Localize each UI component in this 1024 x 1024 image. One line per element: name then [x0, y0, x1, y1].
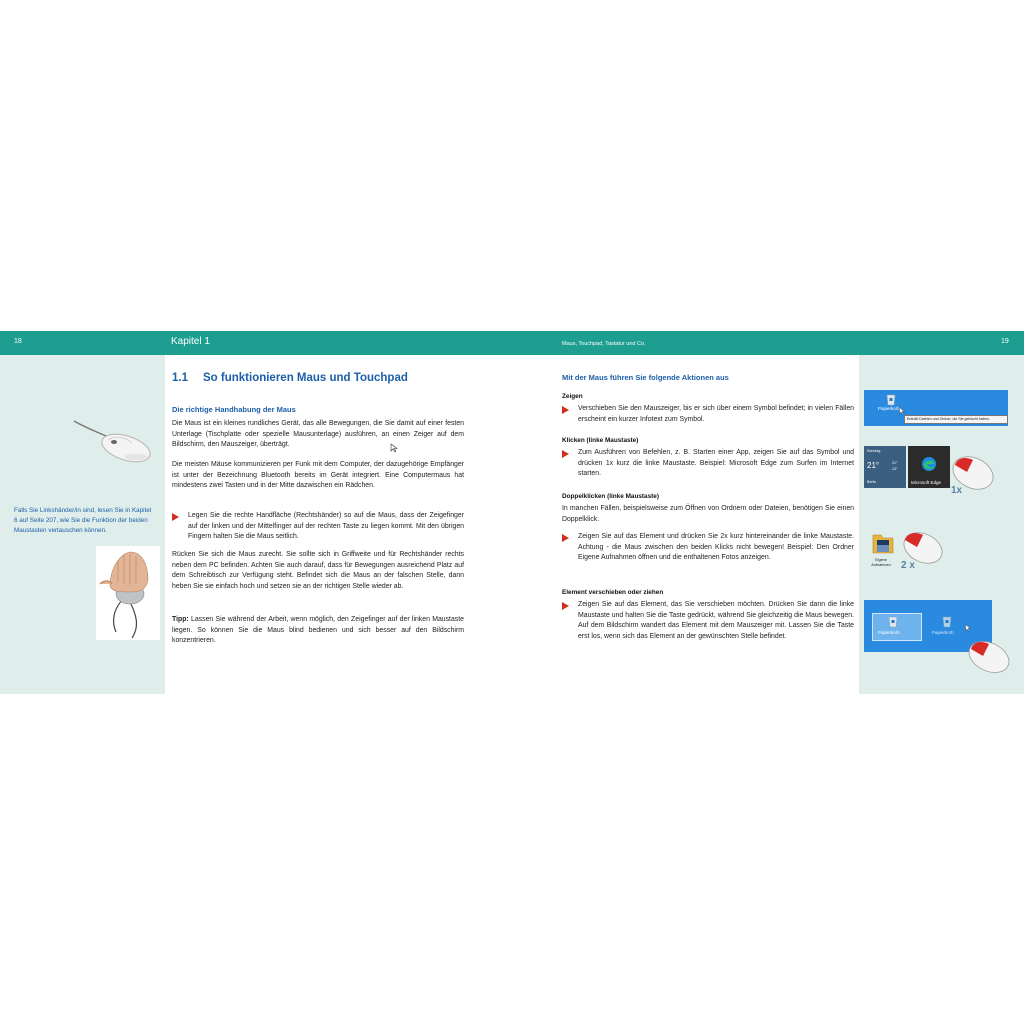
- edge-tile: [908, 446, 950, 488]
- section-number: 1.1: [172, 372, 188, 384]
- left-margin-note: Falls Sie Linkshänder/in sind, lesen Sie in Kapitel 6 auf Seite 207, wie Sie die Funktion der beiden Maustasten vertauschen können.: [14, 507, 152, 534]
- mouse-drag-icon: [964, 636, 1014, 676]
- page-header-bar: [0, 331, 1024, 355]
- subheading-handhabung: Die richtige Handhabung der Maus: [172, 405, 296, 414]
- mouse-pointer-icon: [390, 443, 398, 453]
- weather-low: 13°: [892, 467, 898, 471]
- section-heading: [172, 372, 408, 384]
- click-count-2x: 2 x: [901, 560, 915, 571]
- ziehen-title: Element verschieben oder ziehen: [562, 589, 664, 596]
- mouse-pointer-icon: [899, 407, 905, 415]
- book-spread: [0, 331, 1024, 694]
- bullet-arrow-icon: [562, 406, 569, 414]
- bullet-arrow-icon: [562, 450, 569, 458]
- edge-label: Microsoft Edge: [911, 480, 942, 485]
- zeigen-text: Verschieben Sie den Mauszeiger, bis er sich über einem Symbol befindet; in vielen Fällen erscheint ein kurzer Infotext zum Symbol.: [578, 405, 854, 423]
- left-margin: [0, 355, 165, 694]
- bullet-arrow-icon: [562, 534, 569, 542]
- recycle-bin-label: Papierkorb: [878, 406, 900, 411]
- weather-city: Berlin: [867, 480, 877, 484]
- doppelklicken-text: Zeigen Sie auf das Element und drücken Sie 2x kurz hintereinander die linke Maustaste. Achtung - die Maus zwischen den beiden Klicks nicht bewegen! Beispiel: Den Ordner Eigene Aufnahmen öffnen und die enthaltenen Fotos anzeigen.: [578, 533, 854, 561]
- tip-label: Tipp:: [172, 616, 189, 623]
- page-number-right: 19: [1001, 338, 1009, 345]
- weather-day: Sonntag: [867, 449, 881, 453]
- right-margin: [859, 355, 1024, 694]
- klicken-title: Klicken (linke Maustaste): [562, 437, 639, 444]
- weather-high: 21°: [892, 461, 898, 465]
- computer-mouse-image: [70, 417, 155, 467]
- paragraph-1: Die Maus ist ein kleines rundliches Gerät, das alle Bewegungen, die Sie damit auf einer festen Unterlage (Tischplatte oder spezielle Mausunterlage) ausführen, an einen Zeiger auf dem Bildschirm, den Mauszeiger, überträgt.: [172, 420, 464, 448]
- tip-text: Lassen Sie während der Arbeit, wenn möglich, den Zeigefinger auf der linken Maustaste liegen. So können Sie die Maus blind bedienen und sich besser auf den Bildschirm konzentrieren.: [172, 616, 464, 644]
- drag-ghost-label: Papierkorb: [932, 630, 954, 635]
- folder-label: Eigene Aufnahmen: [871, 558, 891, 567]
- bullet-1-text: Legen Sie die rechte Handfläche (Rechtshänder) so auf die Maus, dass der Zeigefinger auf der linken und der Mittelfinger auf der rechten Taste zu liegen kommt. Mit den übrigen Fingern halten Sie die Maus seitlich.: [188, 512, 464, 540]
- klicken-text: Zum Ausführen von Befehlen, z. B. Starten einer App, zeigen Sie auf das Symbol und drücken 1x kurz die linke Maustaste. Beispiel: Microsoft Edge zum Surfen im Internet starten.: [578, 449, 854, 477]
- chapter-label: Kapitel 1: [171, 336, 210, 347]
- page-number-left: 18: [14, 338, 22, 345]
- bullet-arrow-icon: [562, 602, 569, 610]
- tooltip-box: [904, 415, 1008, 424]
- doppelklicken-title: Doppelklicken (linke Maustaste): [562, 493, 659, 500]
- actions-heading: Mit der Maus führen Sie folgende Aktionen aus: [562, 373, 729, 382]
- recycle-bin-icon: [940, 614, 954, 628]
- running-title: Maus, Touchpad, Tastatur und Co.: [562, 341, 646, 347]
- hand-on-mouse-photo: [96, 546, 160, 640]
- tooltip-text: Enthält Dateien und Ordner, die Sie gelöscht haben.: [907, 417, 990, 421]
- ziehen-text: Zeigen Sie auf das Element, das Sie verschieben möchten. Drücken Sie dann die linke Maustaste und halten Sie die Taste gedrückt, während Sie gleichzeitig die Maus bewegen. Auf dem Bildschirm wandert das Element mit dem Mauszeiger mit. Lassen Sie die Taste erst los, wenn sich das Element an der gewünschten Stelle befindet.: [578, 601, 854, 640]
- paragraph-3: Rücken Sie sich die Maus zurecht. Sie sollte sich in Griffweite und für Rechtshänder rechts neben dem PC befinden. Achten Sie auch darauf, dass für Bewegungen ausreichend Platz auf dem Schreibtisch zur Verfügung steht. Befindet sich die Maus an der falschen Stelle, dann heben Sie sie einfach hoch und setzen sie an der richtigen Stelle wieder ab.: [172, 551, 464, 590]
- zeigen-screenshot: [864, 390, 1008, 426]
- zeigen-title: Zeigen: [562, 393, 583, 400]
- doppelklicken-intro: In manchen Fällen, beispielsweise zum Öffnen von Ordnern oder Dateien, benötigen Sie einen Doppelklick.: [562, 505, 854, 523]
- weather-tile: [864, 446, 906, 488]
- weather-temp: 21°: [867, 461, 880, 470]
- bullet-arrow-icon: [172, 513, 179, 521]
- mouse-pointer-icon: [965, 624, 971, 632]
- click-count-1x: 1x: [951, 485, 963, 496]
- tip-paragraph: [172, 615, 464, 647]
- recycle-bin-icon: [886, 614, 900, 628]
- drag-source-label: Papierkorb: [878, 630, 900, 635]
- folder-icon: [871, 531, 895, 557]
- edge-icon: [921, 456, 937, 472]
- section-title: So funktionieren Maus und Touchpad: [203, 372, 408, 384]
- recycle-bin-icon: [884, 392, 898, 406]
- paragraph-2: Die meisten Mäuse kommunizieren per Funk mit dem Computer, der dazugehörige Empfänger ist unter der Bezeichnung Bluetooth bereits im Gerät integriert. Eine Computermaus hat mindestens zwei Tasten und in der Mitte dazwischen ein Rädchen.: [172, 461, 464, 489]
